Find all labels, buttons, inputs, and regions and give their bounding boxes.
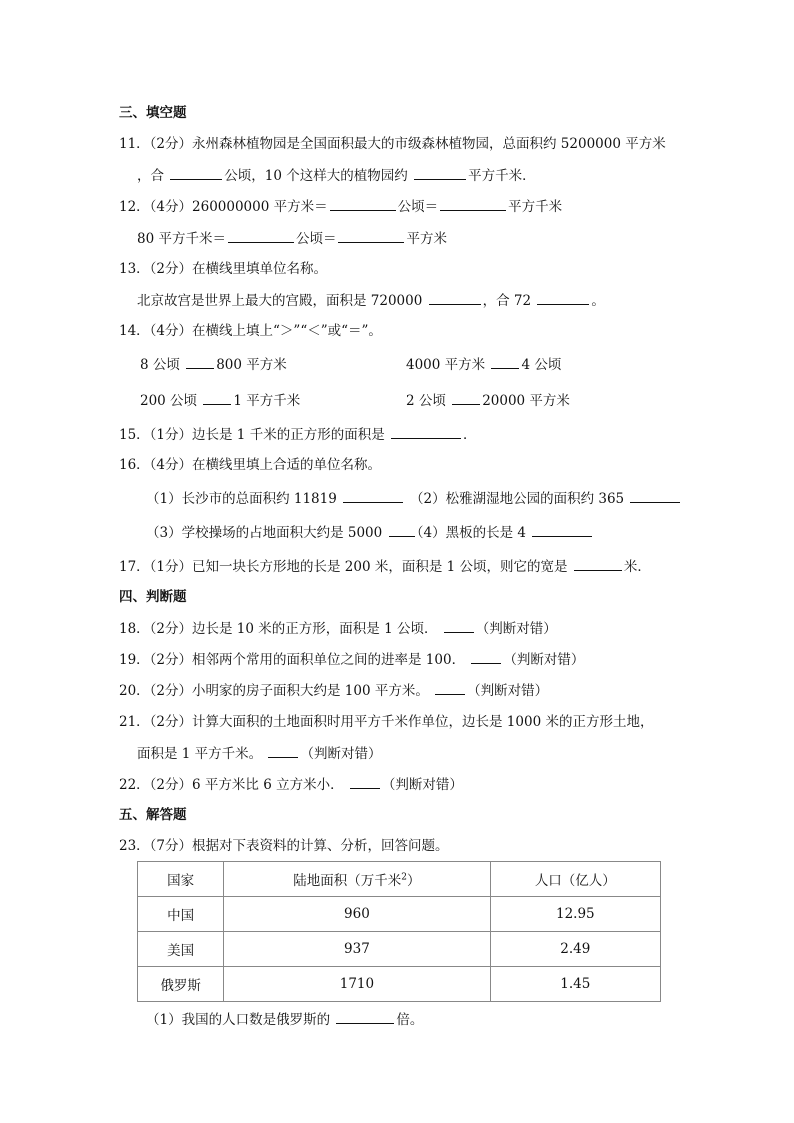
question-22 xyxy=(119,775,463,794)
answer-blank[interactable] xyxy=(330,197,396,211)
table-cell: 1.45 xyxy=(490,967,660,1002)
section-heading-problems: 五、解答题 xyxy=(119,807,187,823)
q16-item-1-text: （1）长沙市的总面积约 11819 xyxy=(146,491,337,507)
question-17 xyxy=(119,557,651,576)
answer-blank[interactable] xyxy=(336,1010,394,1024)
q11-text-2: 公顷，10 个这样大的植物园约 xyxy=(224,168,408,184)
answer-blank[interactable] xyxy=(338,229,404,243)
answer-blank[interactable] xyxy=(429,291,481,305)
answer-blank[interactable] xyxy=(228,229,294,243)
answer-blank[interactable] xyxy=(440,197,506,211)
q12-text-1: 12．（4分）260000000 平方米＝ xyxy=(119,199,328,215)
q14-item-3-left: 200 公顷 xyxy=(140,393,198,409)
q14-item-4-left: 2 公顷 xyxy=(406,393,446,409)
q11-text-3: 平方千米． xyxy=(468,168,536,184)
q14-item-4-right: 20000 平方米 xyxy=(482,393,570,409)
table-header-area: 陆地面积（万千米$^2$） xyxy=(224,862,490,897)
q19-hint: （判断对错） xyxy=(503,652,585,668)
question-19 xyxy=(119,650,584,669)
q14-item-2-right: 4 公顷 xyxy=(521,357,562,373)
answer-blank[interactable] xyxy=(491,355,519,369)
q12-text-3: 平方千米 xyxy=(508,199,563,215)
q23-sub1-text: （1）我国的人口数是俄罗斯的 xyxy=(146,1012,331,1028)
q14-item-1-left: 8 公顷 xyxy=(140,357,180,373)
answer-blank[interactable] xyxy=(391,425,461,439)
q12-text-6: 平方米 xyxy=(406,231,447,247)
q14-item-1-right: 800 平方米 xyxy=(216,357,287,373)
q12-text-2: 公顷＝ xyxy=(397,199,439,215)
q18-text: 18．（2分）边长是 10 米的正方形，面积是 1 公顷． xyxy=(119,621,438,637)
q11-text-1: ，合 xyxy=(137,168,164,184)
table-cell: 美国 xyxy=(138,932,224,967)
q22-hint: （判断对错） xyxy=(381,777,463,793)
question-20 xyxy=(119,681,548,700)
q17-text-2: 米． xyxy=(623,559,651,575)
answer-blank[interactable] xyxy=(444,619,474,633)
table-cell: 960 xyxy=(224,897,490,932)
table-row xyxy=(138,897,661,932)
question-16-line-1: 16．（4分）在横线里填上合适的单位名称。 xyxy=(119,457,382,473)
answer-blank[interactable] xyxy=(452,391,480,405)
table-cell: 俄罗斯 xyxy=(138,967,224,1002)
table-header-country: 国家 xyxy=(138,862,224,897)
answer-blank[interactable] xyxy=(532,523,592,537)
question-12-line-1 xyxy=(119,197,562,216)
table-cell: 937 xyxy=(224,932,490,967)
table-row xyxy=(138,967,661,1002)
q13-text-2: ，合 72 xyxy=(482,293,532,309)
q19-text: 19．（2分）相邻两个常用的面积单位之间的进率是 100． xyxy=(119,652,466,668)
question-23: 23．（7分）根据对下表资料的计算、分析，回答问题。 xyxy=(119,838,449,854)
q13-text-3: 。 xyxy=(591,293,605,309)
table-cell: 12.95 xyxy=(490,897,660,932)
table-header-row xyxy=(138,862,661,897)
answer-blank[interactable] xyxy=(574,557,622,571)
question-14-item-4 xyxy=(406,391,570,410)
answer-blank[interactable] xyxy=(537,291,589,305)
q20-text: 20．（2分）小明家的房子面积大约是 100 平方米。 xyxy=(119,683,429,699)
table-cell: 中国 xyxy=(138,897,224,932)
question-11-line-1: 11．（2分）永州森林植物园是全国面积最大的市级森林植物园，总面积约 5200000 平方米 xyxy=(119,136,666,152)
answer-blank[interactable] xyxy=(471,650,501,664)
q14-item-2-left: 4000 平方米 xyxy=(406,357,486,373)
q15-text-2: ． xyxy=(463,427,477,443)
q14-item-3-right: 1 平方千米 xyxy=(233,393,301,409)
question-16-item-2 xyxy=(410,489,682,508)
q12-text-4: 80 平方千米＝ xyxy=(137,231,226,247)
q21-hint: （判断对错） xyxy=(300,746,382,762)
answer-blank[interactable] xyxy=(343,489,403,503)
q17-text-1: 17．（1分）已知一块长方形地的长是 200 米，面积是 1 公顷，则它的宽是 xyxy=(119,559,568,575)
question-16-item-1 xyxy=(146,489,405,508)
section-heading-fill-in: 三、填空题 xyxy=(119,105,187,121)
answer-blank[interactable] xyxy=(414,166,466,180)
question-14-item-2 xyxy=(406,355,561,374)
question-21-line-2 xyxy=(137,744,381,763)
question-23-sub-1 xyxy=(146,1010,423,1029)
q23-sub1-unit: 倍。 xyxy=(396,1012,424,1028)
question-14-line-1: 14．（4分）在横线上填上“＞”“＜”或“＝”。 xyxy=(119,323,382,339)
question-13-line-2 xyxy=(137,291,605,310)
q20-hint: （判断对错） xyxy=(467,683,549,699)
answer-blank[interactable] xyxy=(203,391,231,405)
data-table xyxy=(137,861,661,1002)
question-15 xyxy=(119,425,477,444)
q15-text-1: 15．（1分）边长是 1 千米的正方形的面积是 xyxy=(119,427,385,443)
answer-blank[interactable] xyxy=(268,744,298,758)
question-14-item-1 xyxy=(140,355,287,374)
question-12-line-2 xyxy=(137,229,447,248)
question-13-line-1: 13．（2分）在横线里填单位名称。 xyxy=(119,261,328,277)
answer-blank[interactable] xyxy=(170,166,222,180)
table-cell: 1710 xyxy=(224,967,490,1002)
section-heading-true-false: 四、判断题 xyxy=(119,589,187,605)
question-14-item-3 xyxy=(140,391,300,410)
table-row xyxy=(138,932,661,967)
q22-text: 22．（2分）6 平方米比 6 立方米小． xyxy=(119,777,344,793)
answer-blank[interactable] xyxy=(186,355,214,369)
q21-text: 面积是 1 平方千米。 xyxy=(137,746,263,762)
question-16-item-4 xyxy=(410,523,594,542)
q16-item-2-text: （2）松雅湖湿地公园的面积约 365 xyxy=(410,491,625,507)
question-21-line-1: 21．（2分）计算大面积的土地面积时用平方千米作单位，边长是 1000 米的正方形土地， xyxy=(119,714,654,730)
question-11-line-2 xyxy=(137,166,536,185)
answer-blank[interactable] xyxy=(630,489,680,503)
q18-hint: （判断对错） xyxy=(475,621,557,637)
question-16-item-3 xyxy=(146,523,417,542)
answer-blank[interactable] xyxy=(435,681,465,695)
question-18 xyxy=(119,619,557,638)
q12-text-5: 公顷＝ xyxy=(295,231,337,247)
q16-item-4-text: （4）黑板的长是 4 xyxy=(410,525,526,541)
q13-text-1: 北京故宫是世界上最大的宫殿，面积是 720000 xyxy=(137,293,423,309)
answer-blank[interactable] xyxy=(350,775,380,789)
table-header-population: 人口（亿人） xyxy=(490,862,660,897)
table-cell: 2.49 xyxy=(490,932,660,967)
q16-item-3-text: （3）学校操场的占地面积大约是 5000 xyxy=(146,525,383,541)
